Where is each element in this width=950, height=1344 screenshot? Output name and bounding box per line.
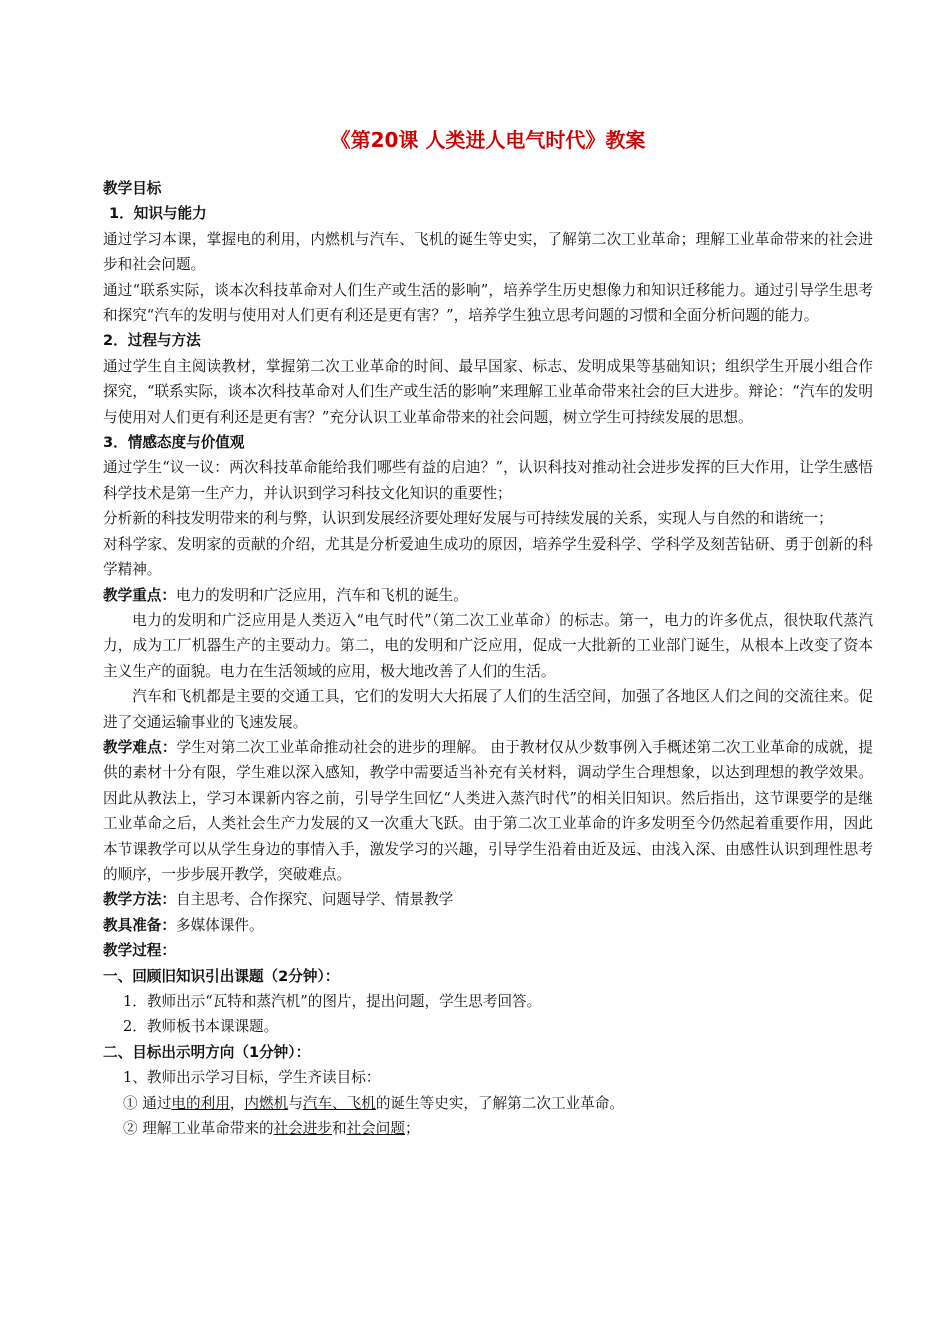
part-1-item-1: 1．教师出示“瓦特和蒸汽机”的图片，提出问题，学生思考回答。 bbox=[123, 993, 542, 1010]
key-points-line bbox=[103, 583, 873, 608]
goal-1-text-g: 的诞生等史实，了解第二次工业革命。 bbox=[375, 1094, 624, 1112]
goal-2-text-e: ； bbox=[404, 1120, 420, 1138]
emotion-values-heading: 3．情感态度与价值观 bbox=[103, 434, 245, 452]
key-points-text: 电力的发明和广泛应用，汽车和飞机的诞生。 bbox=[175, 586, 468, 604]
emotion-values-para-2: 分析新的科技发明带来的利与弊，认识到发展经济要处理好发展与可持续发展的关系，实现人与自然的和谐统一； bbox=[103, 510, 833, 528]
key-points-label: 教学重点： bbox=[103, 586, 176, 604]
goal-2-underline-progress: 社会进步 bbox=[273, 1120, 332, 1138]
part-1-item-2: 2．教师板书本课课题。 bbox=[123, 1018, 279, 1036]
goal-1-text-e: 与 bbox=[288, 1094, 303, 1112]
tools-text: 多媒体课件。 bbox=[175, 916, 264, 934]
method-label: 教学方法： bbox=[103, 891, 176, 909]
key-points-para-2: 汽车和飞机都是主要的交通工具，它们的发明大大拓展了人们的生活空间，加强了各地区人们之间的交流往来。促进了交通运输事业的飞速发展。 bbox=[103, 688, 873, 731]
goal-1-underline-car-plane: 汽车、飞机 bbox=[302, 1094, 376, 1112]
emotion-values-para-3: 对科学家、发明家的贡献的介绍，尤其是分析爱迪生成功的原因，培养学生爱科学、学科学及刻苦钻研、勇于创新的科学精神。 bbox=[103, 535, 873, 579]
goal-1-text-a: ① 通过 bbox=[123, 1094, 172, 1112]
knowledge-ability-para-2: 通过“联系实际，谈本次科技革命对人们生产或生活的影响”，培养学生历史想像力和知识迁移能力。通过引导学生思考和探究“汽车的发明与使用对人们更有利还是更有害？”，培养学生独立思考问题的习惯和全面分析问题的能力。 bbox=[103, 281, 873, 325]
goal-2 bbox=[103, 1116, 873, 1141]
key-points-para-1: 电力的发明和广泛应用是人类迈入“电气时代”（第二次工业革命）的标志。第一，电力的许多优点，很快取代蒸汽力，成为工厂机器生产的主要动力。第二，电的发明和广泛应用，促成一大批新的工业部门诞生，从根本上改变了资本主义生产的面貌。电力在生活领域的应用，极大地改善了人们的生活。 bbox=[103, 611, 873, 680]
part-1-heading: 一、回顾旧知识引出课题（2分钟）： bbox=[103, 967, 340, 985]
tools-line bbox=[103, 913, 873, 938]
goal-2-underline-problems: 社会问题 bbox=[346, 1120, 405, 1138]
process-heading: 教学过程： bbox=[103, 942, 176, 960]
goal-2-text-c: 和 bbox=[331, 1120, 347, 1138]
difficulty-text: 学生对第二次工业革命推动社会的进步的理解。 由于教材仅从少数事例入手概述第二次工业革命的成就，提供的素材十分有限，学生难以深入感知，教学中需要适当补充有关材料，调动学生合理想象，以达到理想的教学效果。因此从教法上，学习本课新内容之前，引导学生回忆“人类进入蒸汽时代”的相关旧知识。然后指出，这节课要学的是继工业革命之后，人类社会生产力发展的又一次重大飞跃。由于第二次工业革命的许多发明至今仍然起着重要作用，因此本节课教学可以从学生身边的事情入手，激发学习的兴趣，引导学生沿着由近及远、由浅入深、由感性认识到理性思考的顺序，一步步展开教学，突破难点。 bbox=[103, 738, 873, 883]
goal-2-text-a: ② 理解工业革命带来的 bbox=[123, 1120, 274, 1138]
knowledge-ability-heading: 1．知识与能力 bbox=[109, 205, 207, 223]
difficulty-para bbox=[103, 735, 873, 887]
document-title: 《第20课 人类进人电气时代》教案 bbox=[330, 128, 646, 152]
objectives-heading: 教学目标 bbox=[103, 180, 162, 197]
part-2-item-1: 1、教师出示学习目标，学生齐读目标： bbox=[123, 1069, 381, 1087]
emotion-values-para-1: 通过学生“议一议：两次科技革命能给我们哪些有益的启迪？”，认识科技对推动社会进步发挥的巨大作用，让学生感悟科学技术是第一生产力，并认识到学习科技文化知识的重要性； bbox=[103, 459, 873, 502]
method-text: 自主思考、合作探究、问题导学、情景教学 bbox=[175, 891, 454, 909]
goal-1-text-c: ， bbox=[229, 1094, 245, 1112]
goal-1-underline-engine: 内燃机 bbox=[244, 1094, 289, 1112]
method-line bbox=[103, 887, 873, 912]
document-body bbox=[103, 126, 873, 1141]
difficulty-label: 教学难点： bbox=[103, 738, 177, 756]
process-method-para: 通过学生自主阅读教材，掌握第二次工业革命的时间、最早国家、标志、发明成果等基础知识；组织学生开展小组合作探究，“联系实际，谈本次科技革命对人们生产或生活的影响”来理解工业革命带来社会的巨大进步。辩论：“汽车的发明与使用对人们更有利还是更有害？”充分认识工业革命带来的社会问题，树立学生可持续发展的思想。 bbox=[103, 357, 873, 426]
tools-label: 教具准备： bbox=[103, 916, 176, 934]
goal-1 bbox=[103, 1091, 873, 1116]
goal-1-underline-electricity: 电的利用 bbox=[171, 1094, 230, 1112]
process-method-heading: 2．过程与方法 bbox=[103, 332, 201, 350]
part-2-heading: 二、目标出示明方向（1分钟）： bbox=[103, 1043, 311, 1061]
knowledge-ability-para-1: 通过学习本课，掌握电的利用，内燃机与汽车、飞机的诞生等史实，了解第二次工业革命；理解工业革命带来的社会进步和社会问题。 bbox=[103, 230, 873, 274]
